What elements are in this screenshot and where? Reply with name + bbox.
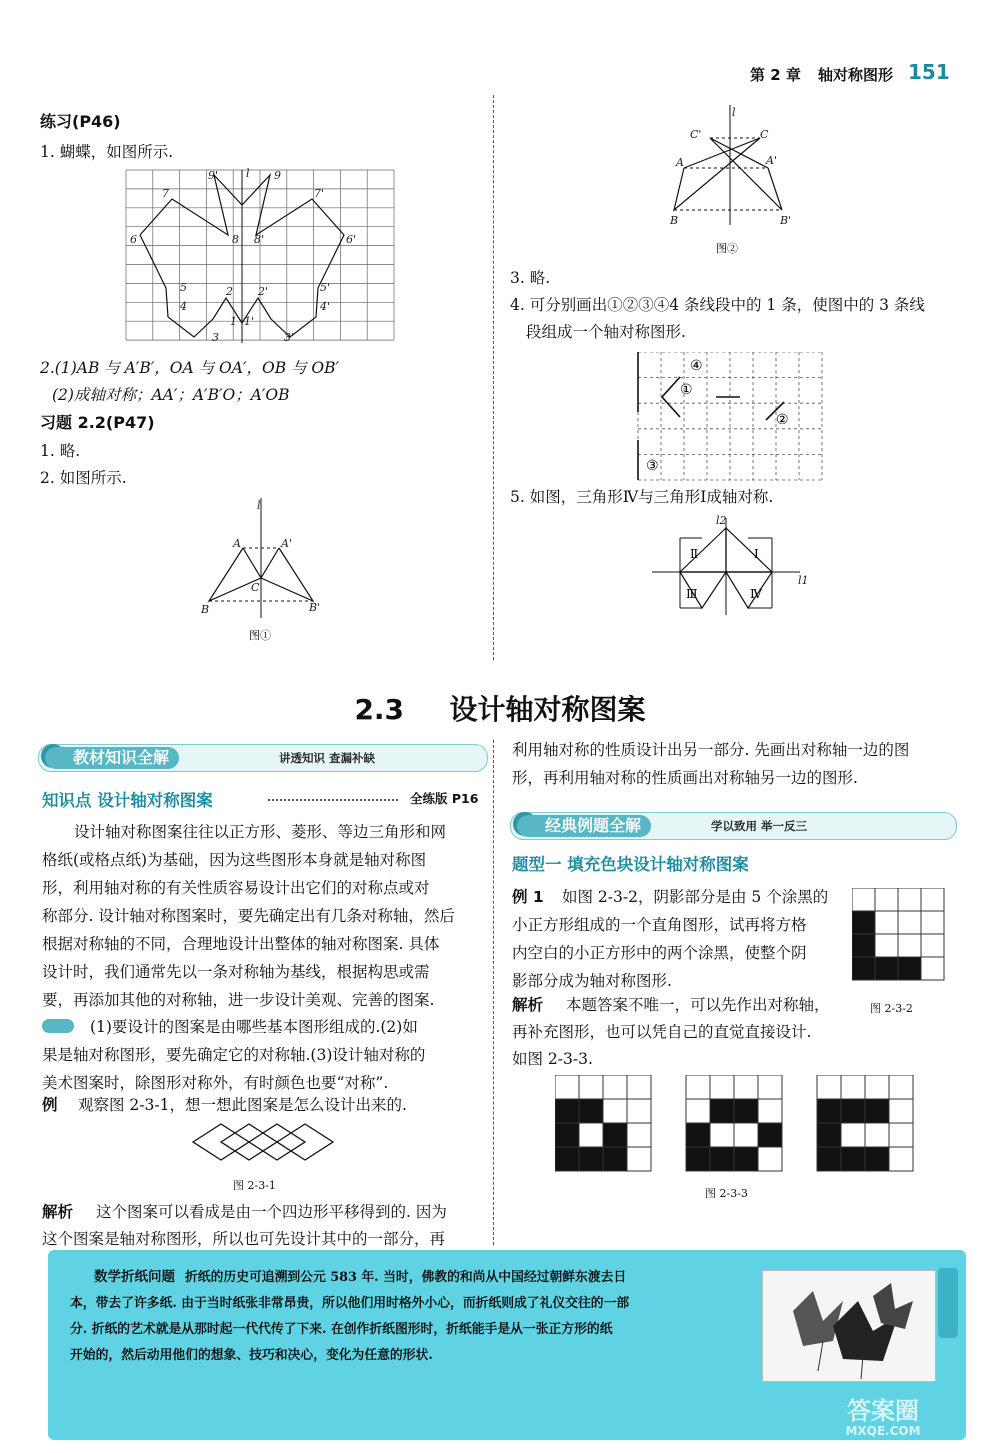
footer-line: 数学折纸问题 折纸的历史可追溯到公元 583 年. 当时，佛教的和尚从中国经过朝鲜东渡去日: [70, 1264, 758, 1291]
footer-title: 数学折纸问题: [94, 1269, 175, 1285]
butterfly-figure: [120, 165, 400, 345]
banner-sub: 讲透知识 查漏补缺: [279, 751, 376, 765]
butterfly-label: 2': [258, 285, 269, 298]
grid-label: ②: [776, 412, 789, 428]
grid-label: ④: [690, 358, 703, 374]
fig231-caption: 图 2-3-1: [233, 1179, 276, 1192]
fig2-label: C': [690, 128, 702, 141]
exercise-2-part1: 2.(1)AB 与 A′B′，OA 与 OA′，OB 与 OB′: [40, 359, 340, 377]
continued-line1: 利用轴对称的性质设计出另一部分. 先画出对称轴一边的图: [512, 741, 910, 759]
butterfly-label: 8': [254, 233, 265, 246]
textbook-banner: [38, 744, 488, 772]
figure-2-3-1: [188, 1120, 338, 1170]
para-line: 形，利用轴对称的有关性质容易设计出它们的对称点或对: [42, 879, 430, 897]
butterfly-label: 9': [208, 169, 219, 182]
fig5-label: l1: [798, 574, 809, 587]
banner-label: 教材知识全解: [45, 747, 179, 769]
section-heading: [0, 688, 1000, 728]
footer-line: 分. 折纸的艺术就是从那时起一代代传了下来. 在创作折纸图形时，折纸能手是从一张正方形的纸: [70, 1322, 613, 1337]
section-title: 设计轴对称图案: [449, 693, 646, 726]
fig233-caption: 图 2-3-3: [705, 1187, 748, 1200]
figure-2-3-3: [555, 1075, 915, 1173]
butterfly-label: 7': [314, 187, 325, 200]
example1-analysis-line2: 再补充图形，也可以凭自己的直觉直接设计.: [512, 1023, 812, 1041]
fig5-label: l2: [716, 514, 727, 527]
exercise-1: 1. 蝴蝶，如图所示.: [40, 143, 174, 161]
fig5-label: Ⅳ: [750, 587, 762, 601]
section-number: 2.3: [354, 693, 405, 726]
fig2-label: B: [670, 214, 679, 227]
figure-1: [195, 493, 335, 648]
note-icon: [42, 1019, 74, 1033]
para-line: 要，再添加其他的对称轴，进一步设计美观、完善的图案.: [42, 991, 435, 1009]
ex1-line: 小正方形组成的一个直角图形，试再将方格: [512, 916, 807, 934]
analysis-line2: 这个图案是轴对称图形，所以也可先设计其中的一部分，再: [42, 1230, 446, 1248]
fig5-label: Ⅰ: [754, 547, 759, 561]
butterfly-label: 4: [180, 300, 187, 313]
butterfly-label: 9: [274, 169, 281, 182]
butterfly-label: 1': [244, 315, 255, 328]
butterfly-label: 2: [226, 285, 233, 298]
example1-text: [512, 883, 852, 995]
exercise-title: 练习(P46): [40, 112, 121, 131]
butterfly-label: 5': [320, 281, 331, 294]
answer-4-line1: 4. 可分别画出①②③④4 条线段中的 1 条，使图中的 3 条线: [510, 296, 925, 314]
butterfly-label: 3: [212, 331, 219, 344]
chapter-title: 轴对称图形: [818, 66, 894, 84]
fig1-label: A: [233, 537, 241, 550]
note-line: (1)要设计的图案是由哪些基本图形组成的.(2)如: [90, 1018, 418, 1036]
ex1-line: 影部分成为轴对称图形.: [512, 972, 672, 990]
para-line: 设计时，我们通常先以一条对称轴为基线，根据构思或需: [42, 963, 430, 981]
fig2-label: l: [732, 106, 736, 119]
analysis-label: 解析: [42, 1203, 74, 1221]
grid-label: ①: [680, 382, 693, 398]
fig1-label: B': [309, 601, 321, 614]
note-line: 果是轴对称图形，要先确定它的对称轴.(3)设计轴对称的: [42, 1046, 426, 1064]
para-line: 设计轴对称图案往往以正方形、菱形、等边三角形和网: [74, 823, 447, 841]
fig2-caption: 图②: [716, 242, 738, 255]
continued-line2: 形，再利用轴对称的性质画出对称轴另一边的图形.: [512, 769, 858, 787]
type-title: 题型一 填充色块设计轴对称图案: [512, 855, 749, 874]
butterfly-label: 3': [284, 331, 295, 344]
butterfly-label: 8: [232, 233, 239, 246]
fig1-label: C: [251, 581, 260, 594]
homework-2: 2. 如图所示.: [40, 469, 127, 487]
figure-2: [660, 100, 800, 260]
example-banner: [510, 812, 957, 840]
footer-box: [48, 1250, 966, 1440]
homework-1: 1. 略.: [40, 442, 81, 460]
example-label: 例: [42, 1096, 58, 1114]
fig5-label: Ⅱ: [690, 547, 699, 561]
fig2-label: A: [676, 156, 684, 169]
fig1-label: l: [257, 499, 261, 512]
fig1-caption: 图①: [249, 629, 271, 642]
column-divider-bottom: [493, 740, 494, 1245]
figure-5: [650, 510, 820, 620]
butterfly-label: 1: [230, 315, 237, 328]
example1-analysis-line3: 如图 2-3-3.: [512, 1050, 593, 1068]
knowledge-point-title: 知识点 设计轴对称图案: [42, 791, 213, 810]
analysis-line1: 这个图案可以看成是由一个四边形平移得到的. 因为: [96, 1203, 447, 1221]
origami-image: [762, 1270, 936, 1382]
answer-4-line2: 段组成一个轴对称图形.: [526, 323, 686, 341]
grid-label: ③: [646, 458, 659, 474]
butterfly-label: 7: [162, 187, 169, 200]
fig1-label: B: [201, 603, 210, 616]
banner-sub: 学以致用 举一反三: [711, 819, 808, 833]
butterfly-label: 6: [130, 233, 137, 246]
exercise-2-part2: (2)成轴对称；AA′；A′B′O；A′OB: [52, 386, 290, 404]
fig2-label: C: [760, 128, 769, 141]
column-divider-top: [493, 95, 494, 660]
example-text: 观察图 2-3-1，想一想此图案是怎么设计出来的.: [78, 1096, 407, 1114]
example1-analysis-label: 解析: [512, 996, 544, 1014]
para-line: 称部分. 设计轴对称图案时，要先确定出有几条对称轴，然后: [42, 907, 455, 925]
butterfly-label: l: [246, 167, 250, 180]
figure-2-3-2: [852, 888, 948, 984]
para-line: 格纸(或格点纸)为基础，因为这些图形本身就是轴对称图: [42, 851, 427, 869]
fig2-label: A': [766, 154, 777, 167]
header: [730, 60, 960, 90]
footer-text: [70, 1264, 758, 1369]
page-number: 151: [908, 60, 950, 84]
homework-title: 习题 2.2(P47): [40, 413, 155, 432]
note-line: 美术图案时，除图形对称外，有时颜色也要“对称”.: [42, 1074, 389, 1092]
example1-label: 例 1: [512, 888, 544, 906]
footer-line: 本，带去了许多纸. 由于当时纸张非常昂贵，所以他们用时格外小心，而折纸则成了礼仪交往的一部: [70, 1296, 630, 1311]
note-block: [42, 1013, 492, 1097]
ex1-line: 如图 2-3-2，阴影部分是由 5 个涂黑的: [562, 888, 829, 906]
butterfly-label: 4': [320, 300, 331, 313]
dashed-grid-figure: [630, 352, 830, 482]
butterfly-label: 5: [180, 281, 187, 294]
watermark: 答案圈 MXQE.COM: [845, 1397, 921, 1438]
fig5-label: Ⅲ: [686, 587, 698, 601]
chapter-number: 第 2 章: [750, 66, 801, 84]
fig1-label: A': [281, 537, 292, 550]
fig2-label: B': [780, 214, 792, 227]
ex1-line: 内空白的小正方形中的两个涂黑，使整个阴: [512, 944, 807, 962]
butterfly-label: 6': [346, 233, 357, 246]
example1-analysis-line1: 本题答案不唯一，可以先作出对称轴，: [566, 996, 830, 1014]
knowledge-point-ref: 全练版 P16: [410, 791, 479, 806]
para-line: 根据对称轴的不同，合理地设计出整体的轴对称图案. 具体: [42, 935, 440, 953]
fig232-caption: 图 2-3-2: [870, 1002, 913, 1015]
banner-label: 经典例题全解: [517, 815, 651, 837]
kp-leader: [268, 799, 398, 801]
side-tab: [938, 1268, 958, 1338]
footer-line: 开始的，然后动用他们的想象、技巧和决心，变化为任意的形状.: [70, 1348, 433, 1363]
answer-5: 5. 如图，三角形Ⅳ与三角形Ⅰ成轴对称.: [510, 488, 774, 506]
answer-3: 3. 略.: [510, 269, 551, 287]
knowledge-paragraph: [42, 818, 487, 1014]
